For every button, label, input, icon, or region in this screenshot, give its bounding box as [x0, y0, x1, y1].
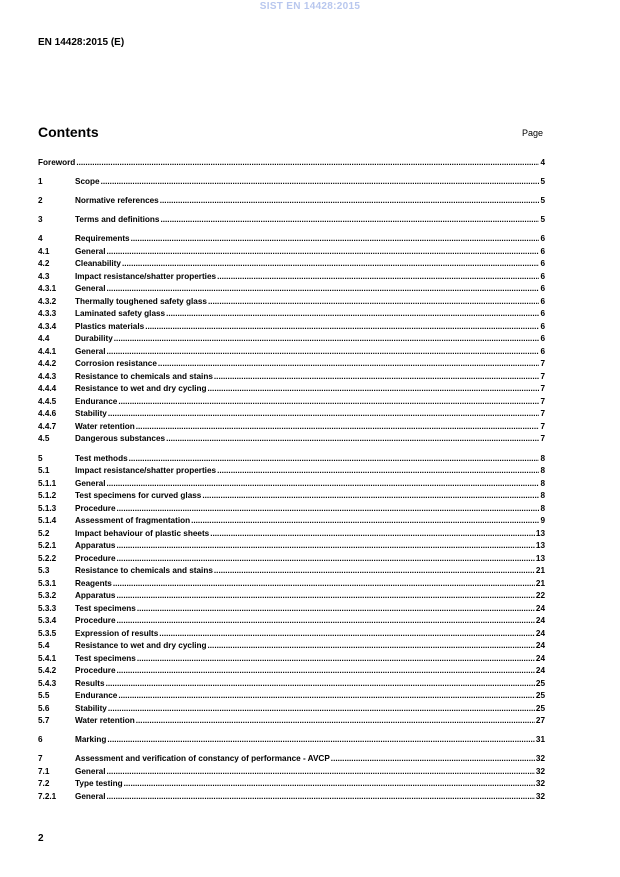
toc-entry-page: 21: [535, 566, 545, 575]
toc-entry-title: Resistance to wet and dry cycling: [75, 384, 207, 394]
toc-entry-title: Resistance to chemicals and stains: [75, 566, 213, 575]
toc-entry-page: 6: [540, 321, 545, 331]
toc-entry-title: Resistance to chemicals and stains: [75, 371, 213, 381]
toc-entry[interactable]: [38, 383, 545, 395]
toc-leader-dots: [210, 528, 535, 540]
toc-entry-title: Type testing: [75, 779, 123, 789]
toc-entry-title: Normative references: [75, 196, 159, 206]
toc-leader-dots: [117, 590, 535, 602]
toc-entry-page: 6: [540, 259, 545, 269]
toc-leader-dots: [145, 321, 539, 333]
toc-entry-number: 5.3.4: [38, 616, 57, 625]
toc-leader-dots: [166, 433, 539, 445]
toc-entry-number: 7: [38, 754, 43, 764]
toc-entry-page: 7: [540, 421, 545, 431]
toc-leader-dots: [208, 640, 535, 652]
toc-entry-page: 31: [535, 735, 545, 745]
toc-leader-dots: [191, 515, 539, 527]
contents-heading: Contents: [38, 124, 99, 140]
toc-entry-number: 4.4.3: [38, 371, 57, 381]
toc-entry-page: 5: [540, 215, 545, 225]
toc-leader-dots: [160, 214, 539, 226]
toc-entry[interactable]: [38, 421, 545, 433]
toc-entry-title: Test methods: [75, 453, 128, 463]
toc-entry-number: 4.1: [38, 246, 50, 256]
toc-entry[interactable]: [38, 176, 545, 188]
toc-leader-dots: [106, 678, 535, 690]
toc-entry-title: Assessment of fragmentation: [75, 516, 191, 525]
toc-entry-number: 5.2: [38, 528, 50, 538]
toc-leader-dots: [129, 453, 540, 465]
toc-entry-number: 5.1.1: [38, 478, 57, 488]
toc-leader-dots: [107, 791, 535, 803]
toc-entry[interactable]: [38, 321, 545, 333]
toc-entry[interactable]: [38, 678, 545, 690]
toc-entry-title: Results: [75, 678, 105, 688]
toc-entry-page: 32: [535, 766, 545, 776]
toc-entry[interactable]: [38, 246, 545, 258]
toc-entry-number: 4.3.1: [38, 284, 57, 294]
toc-entry-number: 4.4.2: [38, 359, 57, 369]
toc-entry-title: Requirements: [75, 234, 130, 244]
toc-leader-dots: [118, 396, 539, 408]
toc-entry-title: Apparatus: [75, 541, 116, 550]
toc-entry-number: 5.4: [38, 641, 50, 650]
toc-entry-title: Reagents: [75, 578, 112, 588]
toc-entry-title: Test specimens: [75, 653, 136, 663]
toc-entry-page: 8: [540, 491, 545, 500]
document-id: EN 14428:2015 (E): [38, 37, 125, 48]
toc-leader-dots: [160, 195, 540, 207]
toc-entry[interactable]: [38, 565, 545, 577]
toc-entry-number: 4.4.4: [38, 384, 57, 394]
toc-entry[interactable]: [38, 703, 545, 715]
toc-entry[interactable]: [38, 478, 545, 490]
watermark: SIST EN 14428:2015: [259, 1, 361, 12]
toc-entry-title: Expression of results: [75, 628, 159, 638]
toc-entry-page: 24: [535, 628, 545, 638]
page-column-label: Page: [522, 128, 544, 138]
toc-entry[interactable]: [38, 665, 545, 677]
toc-entry-number: 7.2: [38, 779, 50, 789]
toc-entry-number: 5.2.2: [38, 553, 57, 563]
toc-entry[interactable]: [38, 408, 545, 420]
toc-entry-title: General: [75, 246, 106, 256]
toc-entry[interactable]: [38, 433, 545, 445]
toc-entry-title: Test specimens: [75, 603, 136, 613]
toc-entry[interactable]: [38, 258, 545, 270]
toc-entry-title: Procedure: [75, 616, 116, 625]
toc-entry-page: 24: [535, 641, 545, 650]
toc-entry-number: 4.2: [38, 259, 50, 269]
toc-entry[interactable]: [38, 233, 545, 245]
toc-entry-title: General: [75, 766, 106, 776]
toc-entry-page: 9: [540, 516, 545, 525]
toc-entry-title: Corrosion resistance: [75, 359, 157, 369]
toc-entry-page: 7: [540, 371, 545, 381]
toc-entry-title: General: [75, 478, 106, 488]
toc-entry-number: 5.2.1: [38, 541, 57, 550]
toc-leader-dots: [124, 778, 535, 790]
toc-leader-dots: [166, 308, 539, 320]
toc-entry-page: 8: [540, 478, 545, 488]
toc-leader-dots: [136, 715, 535, 727]
toc-leader-dots: [217, 465, 539, 477]
toc-entry-number: 5.1.3: [38, 503, 57, 513]
toc-entry-number: 4.3.4: [38, 321, 57, 331]
toc-entry[interactable]: [38, 540, 545, 552]
toc-entry-title: General: [75, 346, 106, 356]
toc-entry-number: 5.6: [38, 703, 50, 713]
toc-leader-dots: [101, 176, 540, 188]
toc-leader-dots: [331, 753, 535, 765]
toc-entry[interactable]: [38, 778, 545, 790]
toc-entry-page: 6: [540, 234, 545, 244]
toc-entry-number: 3: [38, 215, 43, 225]
toc-entry-number: 4.3: [38, 271, 50, 281]
toc-entry[interactable]: [38, 296, 545, 308]
toc-entry-number: 1: [38, 177, 43, 187]
toc-entry[interactable]: [38, 578, 545, 590]
toc-entry-title: Procedure: [75, 553, 116, 563]
toc-entry-page: 22: [535, 591, 545, 600]
toc-entry[interactable]: [38, 715, 545, 727]
toc-entry[interactable]: [38, 346, 545, 358]
toc-leader-dots: [107, 478, 540, 490]
toc-entry-title: Assessment and verification of constancy of performance - AVCP: [75, 754, 330, 764]
toc-entry-number: 4.4.1: [38, 346, 57, 356]
toc-entry[interactable]: [38, 503, 545, 515]
toc-entry-page: 32: [535, 754, 545, 764]
toc-entry[interactable]: [38, 333, 545, 345]
toc-leader-dots: [107, 246, 540, 258]
toc-entry-page: 6: [540, 296, 545, 306]
toc-leader-dots: [117, 615, 535, 627]
toc-entry-number: 4.5: [38, 434, 50, 444]
toc-entry-page: 6: [540, 284, 545, 294]
toc-entry[interactable]: [38, 371, 545, 383]
toc-entry-number: 5.3: [38, 566, 50, 575]
toc-entry-number: 5: [38, 453, 43, 463]
toc-leader-dots: [137, 603, 535, 615]
toc-entry[interactable]: [38, 396, 545, 408]
toc-entry[interactable]: [38, 528, 545, 540]
toc-leader-dots: [107, 766, 535, 778]
toc-entry-page: 6: [540, 246, 545, 256]
toc-leader-dots: [217, 271, 539, 283]
toc-leader-dots: [108, 408, 540, 420]
toc-leader-dots: [113, 578, 535, 590]
toc-entry[interactable]: [38, 308, 545, 320]
toc-entry-number: 4.3.2: [38, 296, 57, 306]
toc-entry[interactable]: [38, 590, 545, 602]
toc-entry-title: Water retention: [75, 421, 135, 431]
toc-leader-dots: [114, 333, 540, 345]
toc-entry-page: 24: [535, 653, 545, 663]
toc-entry-number: 4.4.7: [38, 421, 57, 431]
toc-entry-title: Marking: [75, 735, 107, 745]
toc-entry-title: Impact resistance/shatter properties: [75, 271, 217, 281]
toc-entry-number: 5.4.3: [38, 678, 57, 688]
toc-entry-page: 7: [540, 396, 545, 406]
toc-entry-number: 5.3.3: [38, 603, 57, 613]
toc-entry-number: 4.4.6: [38, 409, 57, 419]
toc-leader-dots: [118, 690, 535, 702]
toc-entry-title: General: [75, 284, 106, 294]
toc-leader-dots: [131, 233, 540, 245]
toc-entry[interactable]: [38, 515, 545, 527]
toc-entry-page: 25: [535, 678, 545, 688]
toc-entry-page: 6: [540, 334, 545, 344]
toc-entry[interactable]: [38, 734, 545, 746]
toc-entry-page: 32: [535, 779, 545, 789]
toc-entry[interactable]: [38, 640, 545, 652]
toc-entry-page: 4: [540, 158, 545, 167]
toc-entry[interactable]: [38, 283, 545, 295]
toc-entry-page: 7: [540, 434, 545, 444]
toc-entry-number: 4.4: [38, 334, 50, 344]
toc-entry[interactable]: [38, 553, 545, 565]
toc-entry-title: Endurance: [75, 691, 118, 700]
toc-entry-number: 5.4.2: [38, 666, 57, 675]
toc-entry-page: 8: [540, 466, 545, 475]
toc-leader-dots: [214, 371, 540, 383]
toc-entry-page: 24: [535, 603, 545, 613]
toc-entry-number: 5.1.4: [38, 516, 57, 525]
toc-entry-number: 4.3.3: [38, 309, 57, 319]
toc-entry-number: 5.3.2: [38, 591, 57, 600]
toc-entry-page: 21: [535, 578, 545, 588]
toc-entry-title: Resistance to wet and dry cycling: [75, 641, 207, 650]
toc-leader-dots: [107, 283, 540, 295]
toc-entry[interactable]: [38, 690, 545, 702]
toc-entry-page: 7: [540, 359, 545, 369]
toc-entry-page: 5: [540, 177, 545, 187]
toc-leader-dots: [159, 628, 535, 640]
toc-entry-page: 7: [540, 409, 545, 419]
toc-leader-dots: [107, 346, 540, 358]
toc-entry-number: 4.4.5: [38, 396, 57, 406]
toc-entry-page: 25: [535, 691, 545, 700]
toc-entry[interactable]: [38, 603, 545, 615]
toc-entry-page: 24: [535, 666, 545, 675]
toc-entry[interactable]: [38, 490, 545, 502]
toc-leader-dots: [76, 157, 539, 169]
toc-entry-title: Stability: [75, 703, 107, 713]
toc-leader-dots: [136, 421, 540, 433]
toc-leader-dots: [137, 653, 535, 665]
toc-leader-dots: [208, 383, 540, 395]
toc-entry-page: 25: [535, 703, 545, 713]
toc-entry-page: 6: [540, 346, 545, 356]
toc-entry[interactable]: [38, 465, 545, 477]
toc-entry[interactable]: [38, 628, 545, 640]
toc-entry-number: 5.3.1: [38, 578, 57, 588]
toc-entry[interactable]: [38, 271, 545, 283]
toc-entry-page: 8: [540, 503, 545, 513]
toc-entry-number: 6: [38, 735, 43, 745]
toc-entry-title: Endurance: [75, 396, 118, 406]
toc-entry-title: Procedure: [75, 666, 116, 675]
toc-entry[interactable]: [38, 615, 545, 627]
toc-leader-dots: [117, 665, 535, 677]
toc-entry[interactable]: [38, 653, 545, 665]
toc-entry-page: 13: [535, 541, 545, 550]
toc-entry-page: 24: [535, 616, 545, 625]
toc-entry-page: 8: [540, 453, 545, 463]
toc-entry-number: 5.4.1: [38, 653, 57, 663]
toc-entry-number: 4: [38, 234, 43, 244]
toc-entry-title: Stability: [75, 409, 107, 419]
toc-leader-dots: [202, 490, 539, 502]
toc-entry-title: Durability: [75, 334, 113, 344]
toc-entry[interactable]: [38, 157, 545, 169]
toc-leader-dots: [122, 258, 539, 270]
toc-entry-page: 27: [535, 716, 545, 725]
toc-entry[interactable]: [38, 358, 545, 370]
toc-entry-number: 7.1: [38, 766, 50, 776]
toc-entry-number: 5.1: [38, 466, 50, 475]
page-number: 2: [38, 833, 44, 844]
toc-entry-number: 5.5: [38, 691, 50, 700]
toc-entry-title: Dangerous substances: [75, 434, 166, 444]
toc-leader-dots: [107, 734, 534, 746]
toc-entry-page: 13: [535, 553, 545, 563]
toc-entry-page: 5: [540, 196, 545, 206]
toc-entry-title: Water retention: [75, 716, 135, 725]
toc-entry-page: 6: [540, 271, 545, 281]
toc-entry-title: Apparatus: [75, 591, 116, 600]
toc-entry-title: Terms and definitions: [75, 215, 160, 225]
toc-entry[interactable]: [38, 753, 545, 765]
toc-entry-page: 13: [535, 528, 545, 538]
toc-entry-title: Impact behaviour of plastic sheets: [75, 528, 210, 538]
toc-entry-title: Test specimens for curved glass: [75, 491, 202, 500]
toc-entry-page: 7: [540, 384, 545, 394]
toc-entry-title: Foreword: [38, 158, 76, 167]
toc-entry-page: 32: [535, 791, 545, 801]
toc-leader-dots: [117, 553, 535, 565]
toc-entry-page: 6: [540, 309, 545, 319]
toc-leader-dots: [117, 503, 540, 515]
toc-entry-number: 7.2.1: [38, 791, 57, 801]
toc-entry[interactable]: [38, 214, 545, 226]
toc-entry[interactable]: [38, 195, 545, 207]
toc-entry[interactable]: [38, 766, 545, 778]
toc-entry-title: Procedure: [75, 503, 116, 513]
toc-entry-title: Laminated safety glass: [75, 309, 166, 319]
toc-leader-dots: [117, 540, 535, 552]
toc-entry[interactable]: [38, 453, 545, 465]
toc-entry-number: 5.7: [38, 716, 50, 725]
toc-entry-title: Scope: [75, 177, 100, 187]
toc-entry-title: Plastics materials: [75, 321, 145, 331]
toc-leader-dots: [214, 565, 535, 577]
toc-entry[interactable]: [38, 791, 545, 803]
toc-entry-number: 2: [38, 196, 43, 206]
toc-leader-dots: [208, 296, 539, 308]
toc-entry-title: Thermally toughened safety glass: [75, 296, 207, 306]
toc-leader-dots: [158, 358, 540, 370]
toc-entry-title: General: [75, 791, 106, 801]
toc-entry-number: 5.1.2: [38, 491, 57, 500]
toc-leader-dots: [108, 703, 535, 715]
toc-entry-title: Impact resistance/shatter properties: [75, 466, 217, 475]
toc-entry-number: 5.3.5: [38, 628, 57, 638]
toc-entry-title: Cleanability: [75, 259, 121, 269]
